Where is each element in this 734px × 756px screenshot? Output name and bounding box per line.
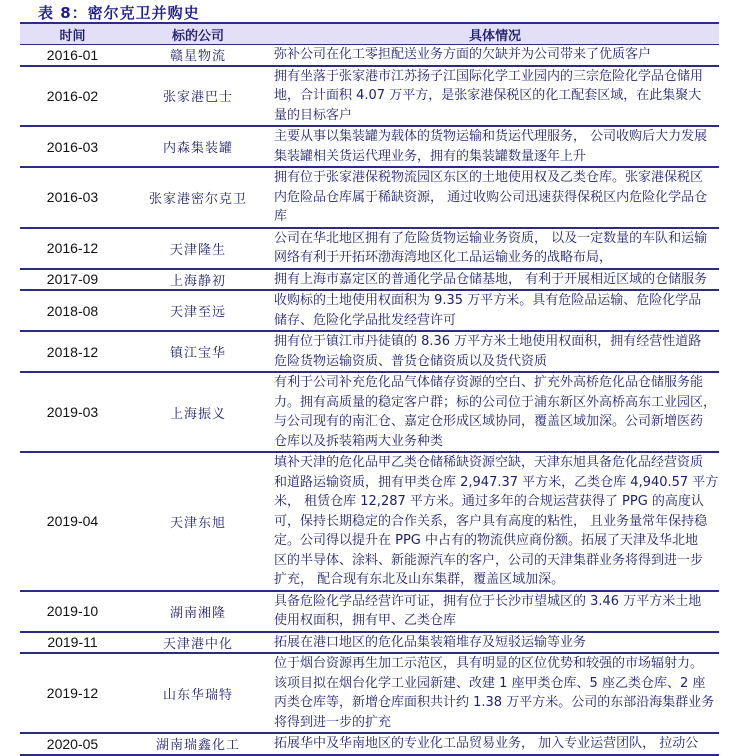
row-date: 2019-04 (20, 452, 125, 591)
row-company: 赣星物流 (125, 45, 271, 66)
detail-line: 位于烟台资源再生加工示范区，具有明显的区位优势和较强的市场辐射力。 (274, 656, 704, 671)
table-row (20, 632, 719, 654)
detail-line: 具备危险化学品经营许可证，拥有位于长沙市望城区的 3.46 万平方米土地 (274, 593, 702, 609)
row-company: 天津东旭 (125, 452, 271, 591)
row-date: 2019-10 (20, 591, 125, 632)
row-date: 2016-03 (20, 167, 125, 228)
detail-line: 仓库以及拆装箱两大业务种类 (274, 433, 444, 449)
table-row (20, 228, 719, 269)
row-date: 2018-08 (20, 290, 125, 331)
detail-line: 主要从事以集装罐为载体的货物运输和货运代理服务， 公司收购后大力发展 (274, 129, 708, 144)
table-header-row (20, 23, 719, 45)
detail-line: 与公司现有的南汇仓、嘉定仓形成区域协同，覆盖区域加深。公司新增医药 (274, 414, 704, 429)
detail-line: 该项目拟在烟台化学工业园新建、改建 1 座甲类仓库、5 座乙类仓库、2 座 (274, 675, 706, 691)
row-details (271, 372, 719, 452)
row-company: 镇江宝华 (125, 331, 271, 372)
detail-line: 拓展在港口地区的危化品集装箱堆存及短驳运输等业务 (274, 634, 587, 650)
row-details (271, 45, 719, 66)
row-details (271, 632, 719, 654)
detail-line: 将得到进一步的扩充 (274, 714, 392, 730)
detail-line: 公司在华北地区拥有了危险货物运输业务资质， 以及一定数量的车队和运输 (274, 230, 708, 246)
row-date: 2018-12 (20, 331, 125, 372)
detail-line: 网络有利于开拓环渤海湾地区化工品运输业务的战略布局， (274, 250, 613, 265)
detail-line: 使用权面积，拥有甲、乙类仓库 (274, 613, 457, 628)
table-row (20, 45, 719, 66)
detail-line: 拥有位于镇江市丹徒镇的 8.36 万平方米土地使用权面积，拥有经营性道路 (274, 334, 702, 349)
row-date: 2019-11 (20, 632, 125, 654)
detail-line: 拥有位于张家港保税物流园区东区的土地使用权及乙类仓库。张家港保税区 (274, 170, 704, 185)
detail-line: 拥有上海市嘉定区的普通化学品仓储基地， 有利于开展相近区域的仓储服务 (274, 271, 708, 287)
detail-line: 库 (274, 209, 288, 224)
acquisition-history-table (20, 22, 719, 756)
table-row (20, 733, 719, 755)
detail-line: 扩充， 配合现有东北及山东集群，覆盖区域加深。 (274, 572, 565, 587)
detail-line: 危险货物运输资质、普货仓储资质以及货代资质 (274, 353, 548, 369)
table-row (20, 290, 719, 331)
detail-line: 拥有坐落于张家港市江苏扬子江国际化学工业园内的三宗危险化学品仓储用 (274, 68, 704, 84)
table-row (20, 452, 719, 591)
row-details (271, 591, 719, 632)
table-row (20, 66, 719, 127)
row-company: 张家港密尔克卫 (125, 167, 271, 228)
detail-line: 内危险品仓库属于稀缺资源， 通过收购公司迅速获得保税区内危险化学品仓 (274, 189, 708, 205)
detail-line: 区的半导体、涂料、新能源汽车的客户，公司的天津集群业务将得到进一步 (274, 552, 704, 568)
row-company: 天津隆生 (125, 228, 271, 269)
row-details (271, 653, 719, 733)
row-company: 天津至远 (125, 290, 271, 331)
row-company: 上海静初 (125, 269, 271, 291)
detail-line: 可，保持长期稳定的合作关系，客户具有高度的粘性， 且业务量常年保持稳 (274, 513, 708, 529)
row-date: 2016-02 (20, 66, 125, 127)
row-details (271, 452, 719, 591)
header-time: 时间 (20, 23, 125, 45)
detail-line: 米， 租赁仓库 12,287 平方米。通过多年的合规运营获得了 PPG 的高度认 (274, 494, 704, 509)
table-row (20, 372, 719, 452)
row-details (271, 331, 719, 372)
detail-line: 有利于公司补充危化品气体储存资源的空白、扩充外高桥危化品仓储服务能 (274, 375, 704, 390)
row-date: 2020-05 (20, 733, 125, 755)
detail-line: 量的目标客户 (274, 107, 353, 123)
header-details: 具体情况 (271, 23, 719, 45)
detail-line: 储存、危险化学品批发经营许可 (274, 312, 457, 328)
row-date: 2019-03 (20, 372, 125, 452)
detail-line: 弥补公司在化工零担配送业务方面的欠缺并为公司带来了优质客户 (274, 47, 652, 62)
detail-line: 集装罐相关货运代理业务，拥有的集装罐数量逐年上升 (274, 148, 587, 164)
row-details (271, 269, 719, 291)
detail-line: 填补天津的危化品甲乙类仓储稀缺资源空缺，天津东旭具备危化品经营资质 (274, 455, 704, 470)
row-company: 上海振义 (125, 372, 271, 452)
row-details (271, 126, 719, 167)
detail-line: 丙类仓库等，新增仓库面积共计约 1.38 万平方米。公司的东部沿海集群业务 (274, 695, 715, 710)
table-body (20, 45, 719, 755)
row-company: 天津港中化 (125, 632, 271, 654)
row-date: 2019-12 (20, 653, 125, 733)
table-row (20, 331, 719, 372)
row-details (271, 290, 719, 331)
detail-line: 力。拥有高质量的稳定客户群；标的公司位于浦东新区外高桥高东工业园区， (274, 394, 717, 410)
header-company: 标的公司 (125, 23, 271, 45)
table-row (20, 653, 719, 733)
row-company: 内森集装罐 (125, 126, 271, 167)
detail-line: 定。公司得以提升在 PPG 中占有的物流供应商份额。拓展了天津及华北地 (274, 533, 699, 548)
row-date: 2016-12 (20, 228, 125, 269)
row-date: 2016-01 (20, 45, 125, 66)
table-row (20, 269, 719, 291)
row-company: 湖南湘隆 (125, 591, 271, 632)
table-title: 表 8：密尔克卫并购史 (38, 4, 200, 22)
row-date: 2017-09 (20, 269, 125, 291)
row-details (271, 228, 719, 269)
row-company: 湖南瑞鑫化工 (125, 733, 271, 755)
detail-line: 地，合计面积 4.07 万平方，是张家港保税区的化工配套区域，在此集聚大 (274, 88, 702, 103)
table-row (20, 126, 719, 167)
detail-line: 拓展华中及华南地区的专业化工品贸易业务， 加入专业运营团队， 拉动公 (274, 736, 699, 751)
table-row (20, 167, 719, 228)
row-details (271, 66, 719, 127)
detail-line: 收购标的土地使用权面积为 9.35 万平方米。具有危险品运输、危险化学品 (274, 293, 702, 308)
row-company: 山东华瑞特 (125, 653, 271, 733)
table-row (20, 591, 719, 632)
detail-line: 和道路运输资质，拥有甲类仓库 2,947.37 平方米，乙类仓库 4,940.57 平方 (274, 474, 719, 490)
row-company: 张家港巴士 (125, 66, 271, 127)
row-details (271, 167, 719, 228)
row-details (271, 733, 719, 755)
row-date: 2016-03 (20, 126, 125, 167)
